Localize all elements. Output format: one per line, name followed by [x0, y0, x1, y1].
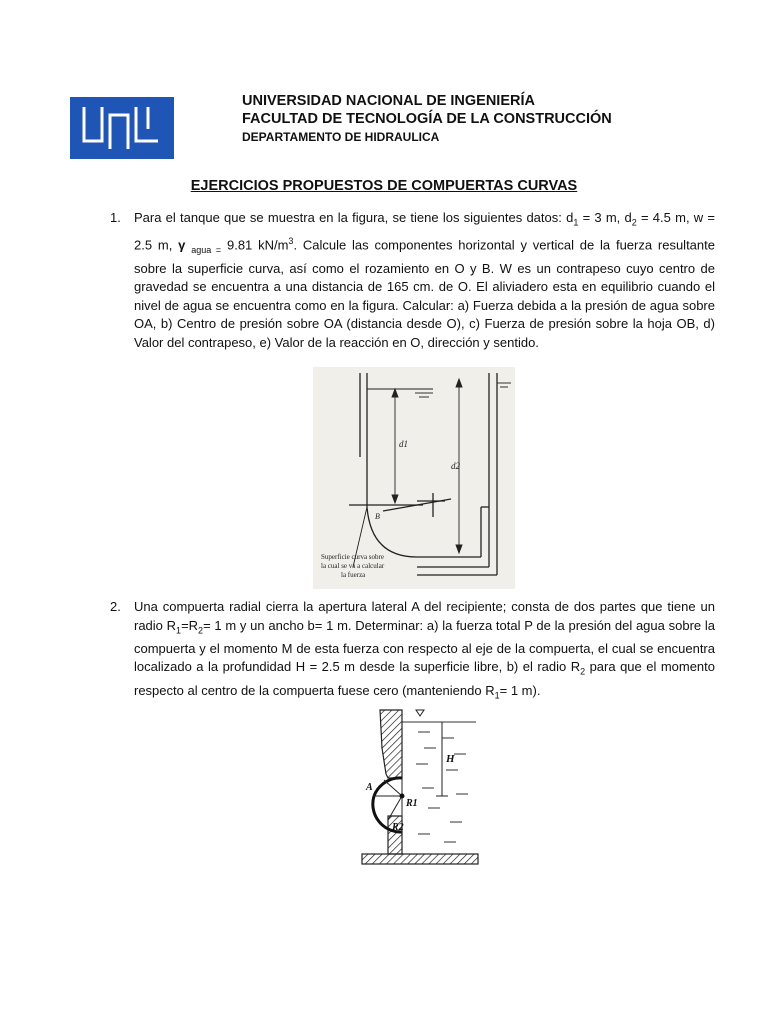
department-name: DEPARTAMENTO DE HIDRAULICA [242, 130, 440, 144]
faculty-name: FACULTAD DE TECNOLOGÍA DE LA CONSTRUCCIÓN [242, 111, 612, 127]
label-a: A [366, 782, 373, 793]
university-logo [70, 97, 174, 159]
tank-figure [313, 367, 515, 589]
problem-2 [110, 598, 715, 705]
caption-line-2: la cual se va a calcular [321, 562, 385, 570]
university-name: UNIVERSIDAD NACIONAL DE INGENIERÍA [242, 93, 535, 109]
label-b: B [375, 512, 380, 521]
problem-text: Para el tanque que se muestra en la figura, se tiene los siguientes datos: $d_1 = 3$ m, $d_2 = 4.5$ m, w = 2.5 m, γ $_{agua =}$ 9.81 $kN/m^3$. Calcule las componentes horizontal y vertical de la fuerza resultante sobre la superficie curva, así como el rozamiento en O y B. W es un contrapeso cuyo centro de gravedad se encuentra a una distancia de 165 cm. de O. El aliviadero esta en equilibrio cuando el nivel de agua se encuentra como en la figura. Calcular: a) Fuerza debida a la presión de agua sobre OA, b) Centro de presión sobre OA (distancia desde O), c) Fuerza de presión sobre la hoja OB, d) Valor del contrapeso, e) Valor de la reacción en O, dirección y sentido. [134, 210, 715, 351]
label-h: H [446, 753, 455, 765]
caption-line-1: Superficie curva sobre [321, 553, 384, 561]
label-d1: d1 [399, 439, 408, 449]
label-r2: R2 [392, 822, 404, 833]
label-r1: R1 [406, 798, 418, 809]
problem-number: 1. [110, 210, 121, 225]
problem-text: Una compuerta radial cierra la apertura lateral A del recipiente; consta de dos partes que tiene un radio $R_1=R_2= 1$ m y un ancho b= 1 m. Determinar: a) la fuerza total P de la presión del agua sobre la compuerta y el momento M de esta fuerza con respecto al eje de la compuerta, el cual se encuentra localizado a la profundidad H = 2.5 m desde la superficie libre, b) el radio $R_2$ para que el momento respecto al centro de la compuerta fuese cero (manteniendo $R_1= 1$ m). [134, 599, 716, 701]
problem-number: 2. [110, 599, 121, 614]
document-title: EJERCICIOS PROPUESTOS DE COMPUERTAS CURVAS [190, 178, 578, 194]
problem-1 [110, 209, 715, 353]
radial-gate-figure [358, 708, 482, 868]
document-header [242, 92, 612, 146]
caption-line-3: la fuerza [341, 571, 366, 579]
label-d2: d2 [451, 461, 460, 471]
